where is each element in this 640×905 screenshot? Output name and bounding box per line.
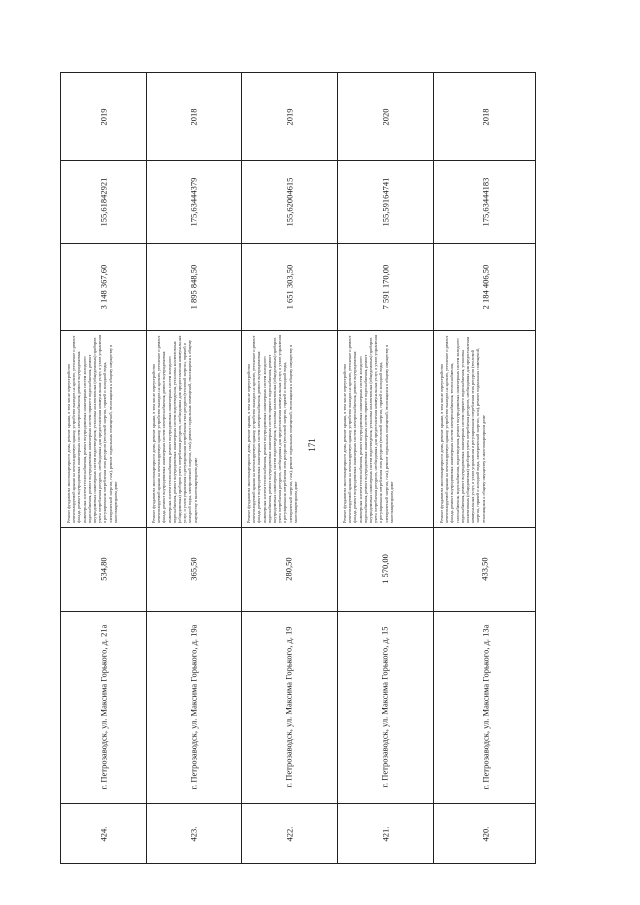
table-row [337,73,433,160]
table-row [433,160,537,243]
table-row [146,243,241,330]
rotated-table [60,72,536,864]
works-cell: Ремонт фундамента многоквартирного дома, ремонт крыши, в том числе переустройство невентилируемой крыши на вентилируемую крышу, устройство выходов на кровлю, утепление и ремонт фасада, ремонт внутридомовых инженерных систем электроснабжения, ремонт внутридомовых инженерных систем теплоснабжения, ремонт внутридомовых инженерных систем холодного водоснабжения, ремонт внутридомовых инженерных систем горячего водоснабжения, ремонт внутридомовых инженерных систем водоотведения, установка коллективных (общедомовых) приборов учета потребления ресурсов, необходимых для предоставления коммунальных услуг, и узлов управления и регулирования потребления этих ресурсов (тепловой энергии, горячей и холодной воды, электрической энергии, газа), ремонт подвальных помещений, относящихся к общему имуществу в многоквартирном доме [246,335,298,523]
table-row [337,611,433,803]
table-row [146,611,241,803]
table-row [61,243,146,330]
address-cell: г. Петрозаводск, ул. Максима Горького, д. 19а [188,624,199,790]
row-number: 422. [284,826,294,842]
table-row [337,527,433,611]
row-number: 421. [380,826,390,842]
table-row [241,527,337,611]
table-row [61,803,146,865]
table-row [241,803,337,865]
page-number: 171 [306,438,317,452]
year-cell: 2020 [380,108,390,125]
address-cell: г. Петрозаводск, ул. Максима Горького, д. 21а [98,624,109,790]
cost-cell: 3 148 367,60 [98,264,109,309]
cost-cell: 1 895 848,50 [188,264,199,309]
table-row [61,611,146,803]
table-row [146,73,241,160]
row-number: 424. [98,826,109,842]
area-cell: 280,50 [284,557,294,581]
works-cell: Ремонт фундамента многоквартирного дома, ремонт крыши, в том числе переустройство невентилируемой крыши на вентилируемую крышу, устройство выходов на кровлю, утепление и ремонт фасада, ремонт внутридомовых инженерных систем электроснабжения, теплоснабжения, газоснабжения, водоснабжения, водоотведения, ремонт внутридомовых инженерных систем холодного водоснабжения, ремонт внутридомовых инженерных систем горячего водоснабжения, установка коллективных (общедомовых) приборов учета потребления ресурсов, необходимых для предоставления коммунальных услуг, и узлов управления и регулирования потребления этих ресурсов (тепловой энергии, горячей и холодной воды, электрической энергии, газа), ремонт подвальных помещений, относящихся к общему имуществу в многоквартирном доме [439,335,486,523]
rate-cell: 155,62004615 [284,177,294,226]
year-cell: 2019 [284,108,294,125]
rate-cell: 175,63444183 [480,177,490,226]
cost-cell: 1 651 303,50 [284,264,294,309]
table-row [433,527,537,611]
table-row [337,243,433,330]
table-row [146,160,241,243]
table-row [146,527,241,611]
table-row [241,160,337,243]
address-cell: г. Петрозаводск, ул. Максима Горького, д. 13а [480,624,491,790]
row-number: 423. [188,826,199,842]
cost-cell: 2 184 406,50 [480,264,490,309]
year-cell: 2018 [188,108,199,125]
table-row [433,803,537,865]
table-row [433,73,537,160]
table-row [241,73,337,160]
year-cell: 2019 [98,108,109,125]
area-cell: 1 570,00 [380,554,390,584]
rate-cell: 175,63444379 [188,177,199,226]
cost-cell: 7 591 170,00 [380,264,390,309]
rate-cell: 155,61842921 [98,177,109,226]
table-row [146,803,241,865]
table-row [241,243,337,330]
year-cell: 2018 [480,108,490,125]
address-cell: г. Петрозаводск, ул. Максима Горького, д. 19 [284,626,295,788]
rate-cell: 155,59164741 [380,177,390,226]
area-cell: 534,80 [98,557,109,581]
works-cell: Ремонт фундамента многоквартирного дома, ремонт крыши, в том числе переустройство невентилируемой крыши на вентилируемую крышу, устройство выходов на кровлю, утепление и ремонт фасада, ремонт внутридомовых инженерных систем электроснабжения, ремонт внутридомовых инженерных систем теплоснабжения, ремонт внутридомовых инженерных систем холодного водоснабжения, ремонт внутридомовых инженерных систем горячего водоснабжения, ремонт внутридомовых инженерных систем водоотведения, установка коллективных (общедомовых) приборов учета потребления ресурсов, необходимых для предоставления коммунальных услуг, и узлов управления и регулирования потребления этих ресурсов (тепловой энергии, горячей и холодной воды, электрической энергии, газа), ремонт подвальных помещений, относящихся к общему имуществу в многоквартирном доме [342,335,394,523]
row-number: 420. [480,826,490,842]
area-cell: 365,50 [188,557,199,581]
table-row [433,611,537,803]
works-cell: Ремонт фундамента многоквартирного дома, ремонт крыши, в том числе переустройство невентилируемой крыши на вентилируемую крышу, устройство выходов на кровлю, утепление и ремонт фасада, ремонт внутридомовых инженерных систем электроснабжения, ремонт внутридомовых инженерных систем теплоснабжения, ремонт внутридомовых инженерных систем холодного водоснабжения, ремонт внутридомовых инженерных систем водоотведения, установка коллективных (общедомовых) приборов учета потребления ресурсов, необходимых для предоставления коммунальных услуг, и узлов управления и регулирования потребления этих ресурсов (тепловой энергии, горячей и холодной воды, электрической энергии, газа), ремонт подвальных помещений, относящихся к общему имуществу в многоквартирном доме [151,335,198,523]
table-row [61,73,146,160]
address-cell: г. Петрозаводск, ул. Максима Горького, д. 15 [380,626,391,788]
table-row [337,160,433,243]
table-row [433,243,537,330]
works-cell: Ремонт фундамента многоквартирного дома, ремонт крыши, в том числе переустройство невентилируемой крыши на вентилируемую крышу, устройство выходов на кровлю, утепление и ремонт фасада, ремонт внутридомовых инженерных систем электроснабжения, ремонт внутридомовых инженерных систем теплоснабжения, ремонт внутридомовых инженерных систем холодного водоснабжения, ремонт внутридомовых инженерных систем горячего водоснабжения, ремонт внутридомовых инженерных систем водоотведения, установка коллективных (общедомовых) приборов учета потребления ресурсов, необходимых для предоставления коммунальных услуг, и узлов управления и регулирования потребления этих ресурсов (тепловой энергии, горячей и холодной воды, электрической энергии, газа), ремонт подвальных помещений, относящихся к общему имуществу в многоквартирном доме [66,335,118,523]
table-row [241,611,337,803]
table-row [337,803,433,865]
area-cell: 433,50 [480,557,490,581]
table-row [61,160,146,243]
column-divider [61,330,535,331]
table-row [61,527,146,611]
